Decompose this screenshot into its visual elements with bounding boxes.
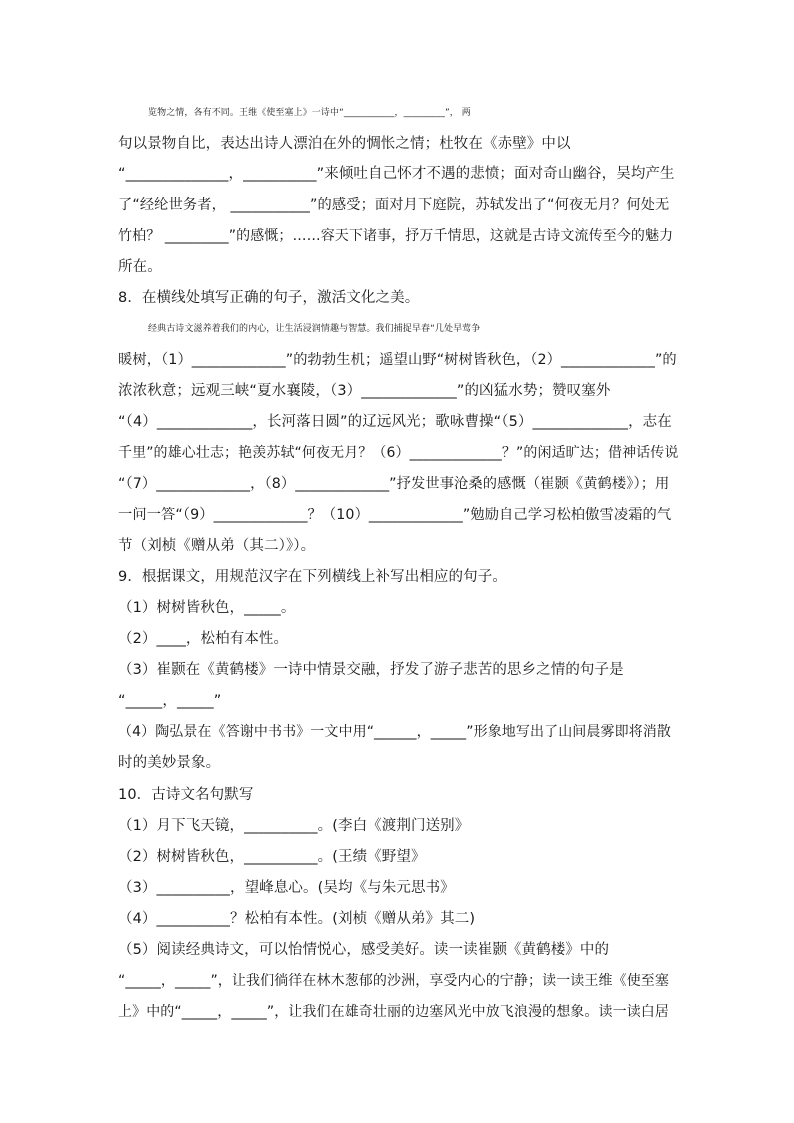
text-line: （3）崔颢在《黄鹤楼》一诗中情景交融，抒发了游子悲苦的思乡之情的句子是 [118, 662, 624, 678]
text-line: （4）__________？松柏有本性。(刘桢《赠从弟》其二) [118, 911, 476, 927]
text-line: 了“经纶世务者， ___________”的感受；面对月下庭院，苏轼发出了“何夜无月？何处无 [118, 197, 670, 213]
text-line: 览物之情，各有不同。王维《使至塞上》一诗中“___________，_________”， 两 [148, 108, 471, 118]
text-line: “（4）_____________，长河落日圆”的辽远风光；歌咏曹操“（5）_____________，志在 [118, 414, 672, 430]
text-line: 经典古诗文滋养着我们的内心，让生活浸润情趣与智慧。我们捕捉早春“几处早莺争 [148, 324, 481, 334]
text-line: （5）阅读经典诗文，可以怡情悦心，感受美好。读一读崔颢《黄鹤楼》中的 [118, 942, 610, 958]
text-line: 千里”的雄心壮志；艳羡苏轼“何夜无月？（6）_____________？”的闲适旷达；借神话传说 [118, 445, 679, 461]
text-line: 所在。 [118, 259, 162, 275]
question-heading: 8．在横线处填写正确的句子，激活文化之美。 [118, 290, 420, 306]
text-line: “______________，__________”来倾吐自己怀才不遇的悲愤；面对奇山幽谷，吴均产生 [118, 166, 675, 182]
text-line: （1）树树皆秋色，_____。 [118, 600, 296, 616]
text-line: 句以景物自比，表达出诗人漂泊在外的惆怅之情；杜牧在《赤壁》中以 [118, 136, 571, 152]
text-line: 时的美妙景象。 [118, 755, 221, 771]
question-heading: 9．根据课文，用规范汉字在下列横线上补写出相应的句子。 [118, 569, 507, 585]
text-line: 节（刘桢《赠从弟（其二）》）。 [118, 538, 316, 554]
text-line: （4）陶弘景在《答谢中书书》一文中用“______，_____”形象地写出了山间晨雾即将消散 [118, 724, 672, 740]
question-heading: 10．古诗文名句默写 [118, 787, 254, 803]
text-line: 竹柏？ _________”的感慨；……容天下诸事，抒万千情思，这就是古诗文流传至今的魅力 [118, 228, 674, 244]
text-line: 暖树，（1）_____________”的勃勃生机；遥望山野“树树皆秋色，（2）_____________”的 [118, 352, 677, 368]
text-line: 上》中的“_____，_____”，让我们在雄奇壮丽的边塞风光中放飞浪漫的想象。读一读白居 [118, 1004, 670, 1020]
text-line: （2）____，松柏有本性。 [118, 631, 289, 647]
text-line: （1）月下飞天镜，__________。(李白《渡荆门送别》 [118, 818, 470, 834]
text-line: （2）树树皆秋色，__________。(王绩《野望》 [118, 849, 426, 865]
text-line: （3）__________，望峰息心。(吴均《与朱元思书》 [118, 880, 455, 896]
text-line: “_____，_____” [118, 693, 222, 709]
text-line: 一问一答“（9）_____________？（10）_____________”勉励自己学习松柏傲雪凌霜的气 [118, 507, 672, 523]
text-line: “_____，_____”，让我们徜徉在林木葱郁的沙洲，享受内心的宁静；读一读王维《使至塞 [118, 973, 670, 989]
text-line: “（7）_____________，（8）_____________”抒发世事沧桑的感慨（崔颢《黄鹤楼》）；用 [118, 476, 670, 492]
text-line: 浓浓秋意；远观三峡“夏水襄陵，（3）_____________”的凶猛水势；赞叹塞外 [118, 383, 611, 399]
